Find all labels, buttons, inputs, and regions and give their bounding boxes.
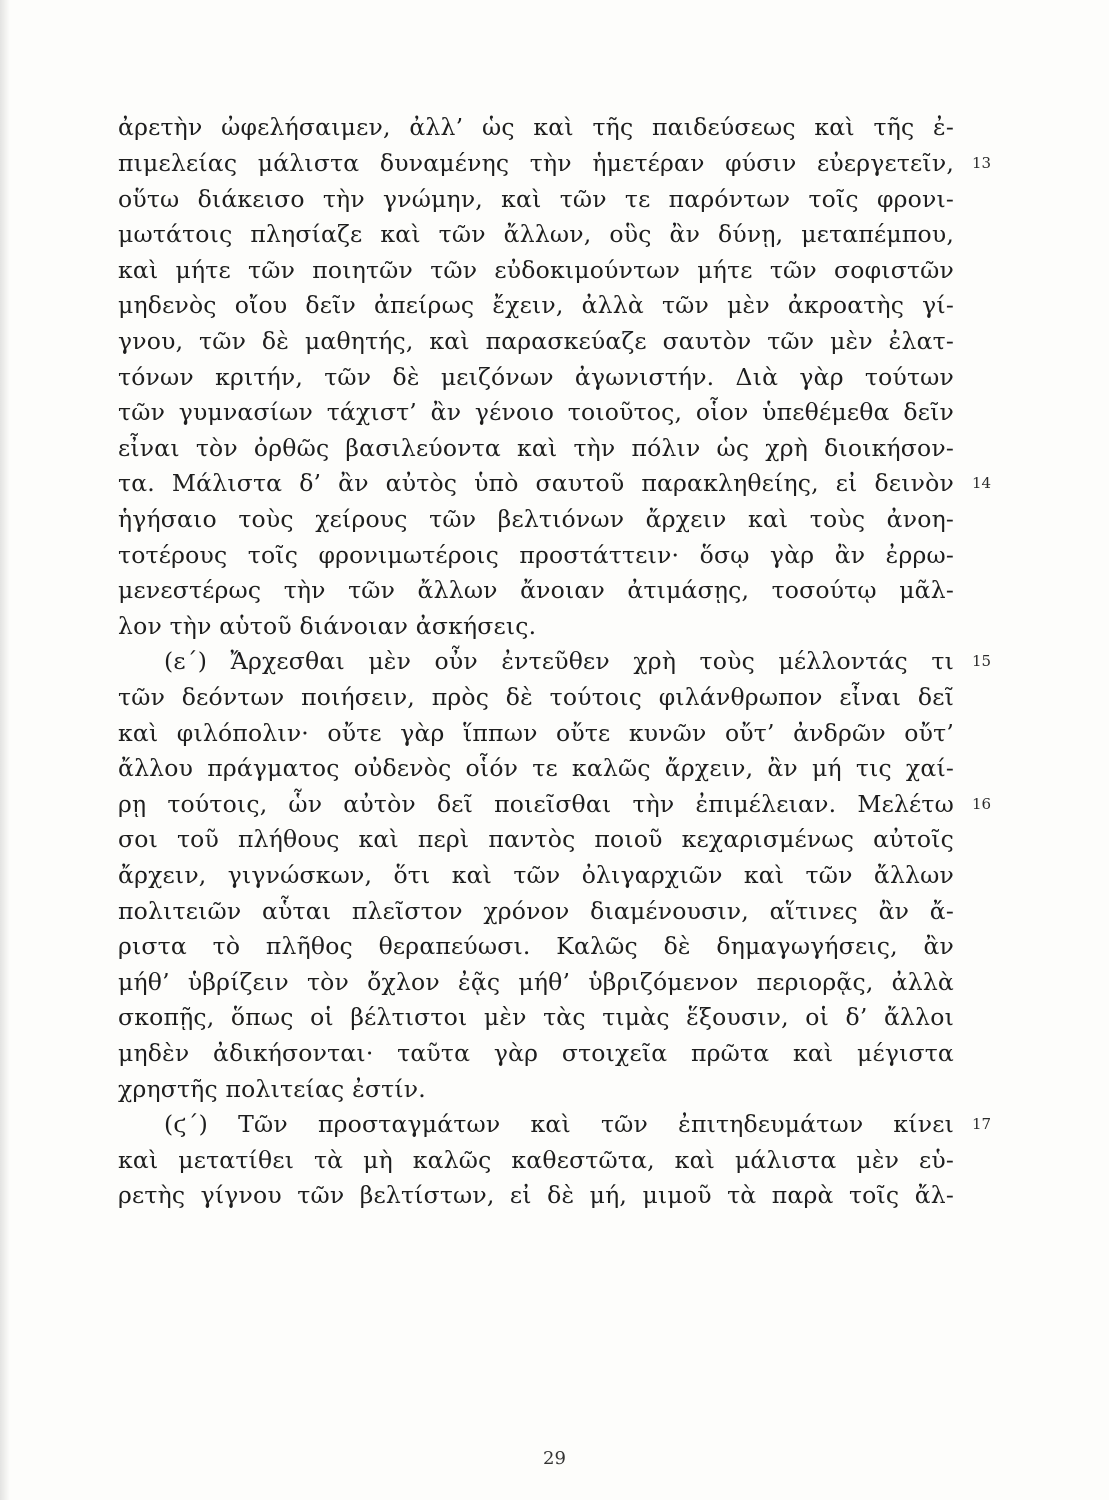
text-line: καὶ μετατίθει τὰ μὴ καλῶς καθεστῶτα, καὶ μάλιστα μὲν εὑ- (118, 1146, 954, 1174)
text-line: ἄλλου πράγματος οὐδενὸς οἷόν τε καλῶς ἄρχειν, ἂν μή τις χαί- (118, 754, 954, 782)
text-line: (ε΄) Ἄρχεσθαι μὲν οὖν ἐντεῦθεν χρὴ τοὺς μέλλοντάς τι (164, 647, 954, 675)
text-line: ριστα τὸ πλῆθος θεραπεύωσι. Καλῶς δὲ δημαγωγήσεις, ἂν (118, 932, 954, 960)
text-line: εἶναι τὸν ὀρθῶς βασιλεύοντα καὶ τὴν πόλιν ὡς χρὴ διοικήσον- (118, 434, 954, 462)
text-line: σκοπῇς, ὅπως οἱ βέλτιστοι μὲν τὰς τιμὰς ἕξουσιν, οἱ δ’ ἄλλοι (118, 1003, 954, 1031)
page-edge-shadow (0, 0, 10, 1500)
text-line: ἄρχειν, γιγνώσκων, ὅτι καὶ τῶν ὀλιγαρχιῶν καὶ τῶν ἄλλων (118, 861, 954, 889)
text-line: μηδὲν ἀδικήσονται· ταῦτα γὰρ στοιχεῖα πρῶτα καὶ μέγιστα (118, 1039, 954, 1067)
text-line: ἀρετὴν ὠφελήσαιμεν, ἀλλ’ ὡς καὶ τῆς παιδεύσεως καὶ τῆς ἐ- (118, 113, 954, 141)
section-number: 16 (972, 795, 992, 813)
text-line: πολιτειῶν αὗται πλεῖστον χρόνον διαμένουσιν, αἵτινες ἂν ἄ- (118, 897, 954, 925)
text-line: (ϛ΄) Τῶν προσταγμάτων καὶ τῶν ἐπιτηδευμάτων κίνει (164, 1110, 954, 1138)
text-line: τοτέρους τοῖς φρονιμωτέροις προστάττειν· ὅσῳ γὰρ ἂν ἐρρω- (118, 541, 954, 569)
text-line: καὶ μήτε τῶν ποιητῶν τῶν εὐδοκιμούντων μήτε τῶν σοφιστῶν (118, 256, 954, 284)
text-line: οὕτω διάκεισο τὴν γνώμην, καὶ τῶν τε παρόντων τοῖς φρονι- (118, 185, 954, 213)
text-line: λον τὴν αὑτοῦ διάνοιαν ἀσκήσεις. (118, 612, 537, 640)
text-line: μηδενὸς οἴου δεῖν ἀπείρως ἔχειν, ἀλλὰ τῶν μὲν ἀκροατὴς γί- (118, 291, 954, 319)
text-line: τόνων κριτήν, τῶν δὲ μειζόνων ἀγωνιστήν. Διὰ γὰρ τούτων (118, 363, 954, 391)
section-number: 15 (972, 652, 992, 670)
text-line: σοι τοῦ πλήθους καὶ περὶ παντὸς ποιοῦ κεχαρισμένως αὐτοῖς (118, 825, 954, 853)
text-line: μωτάτοις πλησίαζε καὶ τῶν ἄλλων, οὓς ἂν δύνῃ, μεταπέμπου, (118, 220, 954, 248)
text-line: γνου, τῶν δὲ μαθητής, καὶ παρασκεύαζε σαυτὸν τῶν μὲν ἐλατ- (118, 327, 954, 355)
text-line: καὶ φιλόπολιν· οὔτε γὰρ ἵππων οὔτε κυνῶν οὔτ’ ἀνδρῶν οὔτ’ (118, 719, 954, 747)
page-number: 29 (543, 1448, 566, 1469)
text-line: ρετὴς γίγνου τῶν βελτίστων, εἰ δὲ μή, μιμοῦ τὰ παρὰ τοῖς ἄλ- (118, 1181, 954, 1209)
section-number: 14 (972, 474, 992, 492)
text-line: ρῃ τούτοις, ὧν αὐτὸν δεῖ ποιεῖσθαι τὴν ἐπιμέλειαν. Μελέτω (118, 790, 954, 818)
text-line: τῶν δεόντων ποιήσειν, πρὸς δὲ τούτοις φιλάνθρωπον εἶναι δεῖ (118, 683, 954, 711)
section-number: 17 (972, 1115, 992, 1133)
section-number: 13 (972, 154, 992, 172)
text-line: τα. Μάλιστα δ’ ἂν αὐτὸς ὑπὸ σαυτοῦ παρακληθείης, εἰ δεινὸν (118, 469, 954, 497)
text-line: πιμελείας μάλιστα δυναμένης τὴν ἡμετέραν φύσιν εὐεργετεῖν, (118, 149, 954, 177)
text-line: τῶν γυμνασίων τάχιστ’ ἂν γένοιο τοιοῦτος, οἷον ὑπεθέμεθα δεῖν (118, 398, 954, 426)
text-line: χρηστῆς πολιτείας ἐστίν. (118, 1075, 426, 1103)
text-line: μενεστέρως τὴν τῶν ἄλλων ἄνοιαν ἀτιμάσῃς, τοσούτῳ μᾶλ- (118, 576, 954, 604)
text-line: ἡγήσαιο τοὺς χείρους τῶν βελτιόνων ἄρχειν καὶ τοὺς ἀνοη- (118, 505, 954, 533)
text-line: μήθ’ ὑβρίζειν τὸν ὄχλον ἐᾷς μήθ’ ὑβριζόμενον περιορᾷς, ἀλλὰ (118, 968, 954, 996)
